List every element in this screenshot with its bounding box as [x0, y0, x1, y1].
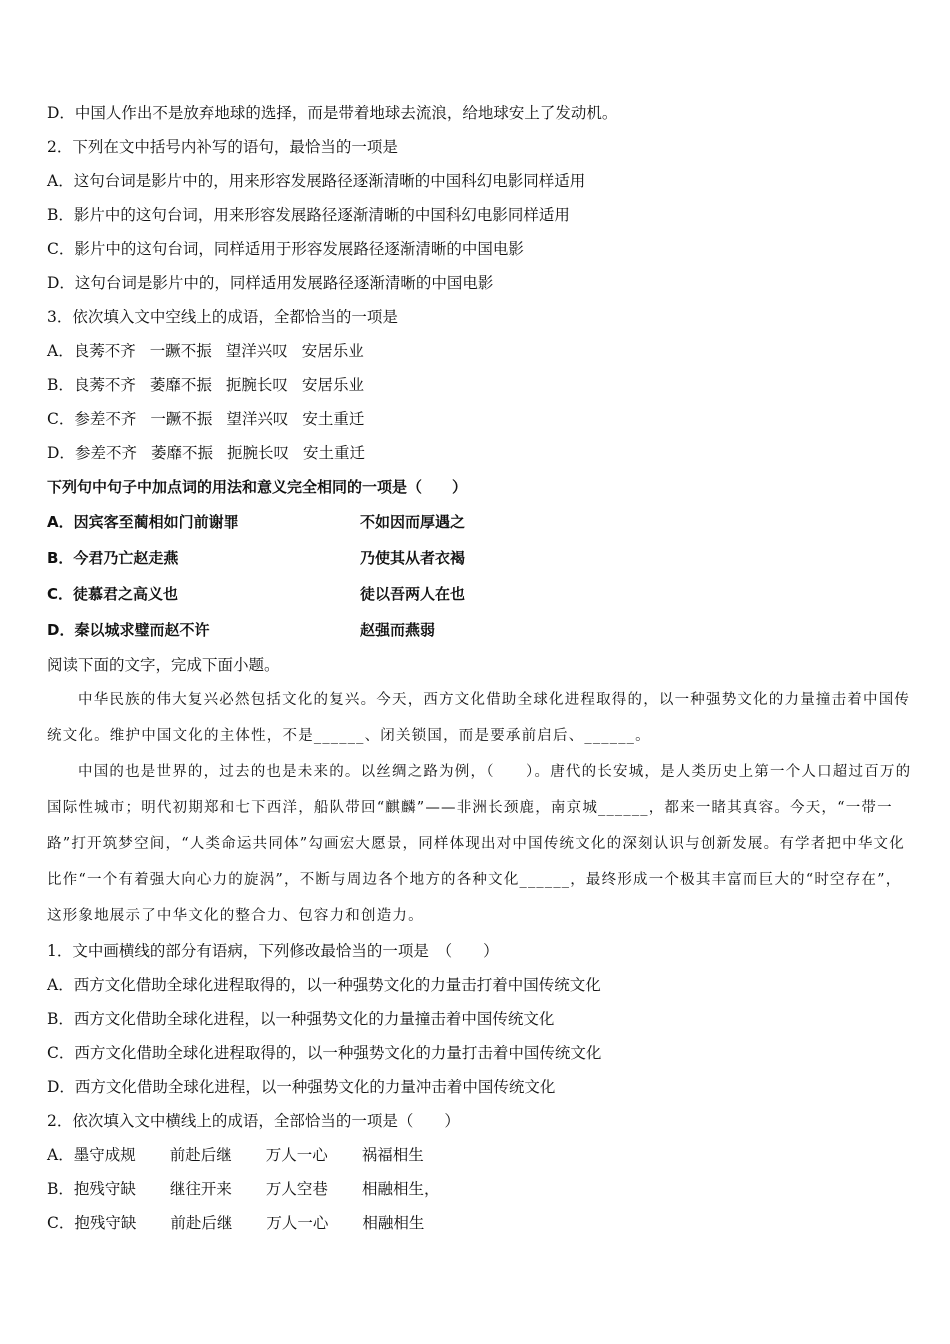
- p2-option-b: B．抱残守缺 继往开来 万人空巷 相融相生，: [47, 1180, 440, 1198]
- q2-stem: 2．下列在文中括号内补写的语句，最恰当的一项是: [47, 138, 398, 156]
- q4-option-b: B．今君乃亡赵走燕 乃使其从者衣褐: [47, 549, 466, 567]
- q2-option-a: A．这句台词是影片中的，用来形容发展路径逐渐清晰的中国科幻电影同样适用: [47, 172, 586, 190]
- q3-stem: 3．依次填入文中空线上的成语，全都恰当的一项是: [47, 308, 398, 326]
- p2-option-c: C．抱残守缺 前赴后继 万人一心 相融相生: [47, 1214, 425, 1232]
- q2-option-c: C．影片中的这句台词，同样适用于形容发展路径逐渐清晰的中国电影: [47, 240, 524, 258]
- q4-option-a: A．因宾客至蔺相如门前谢罪 不如因而厚遇之: [47, 513, 466, 531]
- q3-option-d: D．参差不齐 萎靡不振 扼腕长叹 安土重迁: [47, 444, 365, 462]
- q4-option-d: D．秦以城求璧而赵不许 赵强而燕弱: [47, 621, 436, 639]
- q3-option-a: A．良莠不齐 一蹶不振 望洋兴叹 安居乐业: [47, 342, 364, 360]
- p1-option-a: A．西方文化借助全球化进程取得的，以一种强势文化的力量击打着中国传统文化: [47, 976, 601, 994]
- q3-option-c: C．参差不齐 一蹶不振 望洋兴叹 安土重迁: [47, 410, 365, 428]
- p2-option-a: A．墨守成规 前赴后继 万人一心 祸福相生: [47, 1146, 424, 1164]
- q3-option-b: B．良莠不齐 萎靡不振 扼腕长叹 安居乐业: [47, 376, 364, 394]
- p1-stem: 1．文中画横线的部分有语病，下列修改最恰当的一项是 （ ）: [47, 942, 499, 960]
- p2-stem: 2．依次填入文中横线上的成语，全部恰当的一项是（ ）: [47, 1112, 460, 1130]
- passage-paragraph-1: 中华民族的伟大复兴必然包括文化的复兴。今天，西方文化借助全球化进程取得的，以一种强势文化的力量撞击着中国传统文化。维护中国文化的主体性，不是______、闭关锁国，而是要承前启后、______。: [47, 692, 911, 744]
- p1-option-b: B．西方文化借助全球化进程，以一种强势文化的力量撞击着中国传统文化: [47, 1010, 555, 1028]
- p1-option-d: D．西方文化借助全球化进程，以一种强势文化的力量冲击着中国传统文化: [47, 1078, 556, 1096]
- q4-stem: 下列句中句子中加点词的用法和意义完全相同的一项是（ ）: [47, 478, 468, 496]
- q2-option-d: D．这句台词是影片中的，同样适用发展路径逐渐清晰的中国电影: [47, 274, 494, 292]
- document-page: [47, 96, 917, 1240]
- passage-paragraph-2: 中国的也是世界的，过去的也是未来的。以丝绸之路为例，（ ）。唐代的长安城，是人类历史上第一个人口超过百万的国际性城市；明代初期郑和七下西洋，船队带回“麒麟”——非洲长颈鹿，南京城______，都来一睹其真容。今天，“一带一路”打开筑梦空间，“人类命运共同体”勾画宏大愿景，同样体现出对中国传统文化的深刻认识与创新发展。有学者把中华文化比作“一个有着强大向心力的旋涡”，不断与周边各个地方的各种文化______，最终形成一个极其丰富而巨大的“时空存在”，这形象地展示了中华文化的整合力、包容力和创造力。: [47, 764, 912, 924]
- q4-option-c: C．徒慕君之高义也 徒以吾两人在也: [47, 585, 466, 603]
- p1-option-c: C．西方文化借助全球化进程取得的，以一种强势文化的力量打击着中国传统文化: [47, 1044, 602, 1062]
- q1-option-d: D．中国人作出不是放弃地球的选择，而是带着地球去流浪，给地球安上了发动机。: [47, 104, 618, 122]
- reading-intro: 阅读下面的文字，完成下面小题。: [47, 656, 280, 674]
- q2-option-b: B．影片中的这句台词，用来形容发展路径逐渐清晰的中国科幻电影同样适用: [47, 206, 570, 224]
